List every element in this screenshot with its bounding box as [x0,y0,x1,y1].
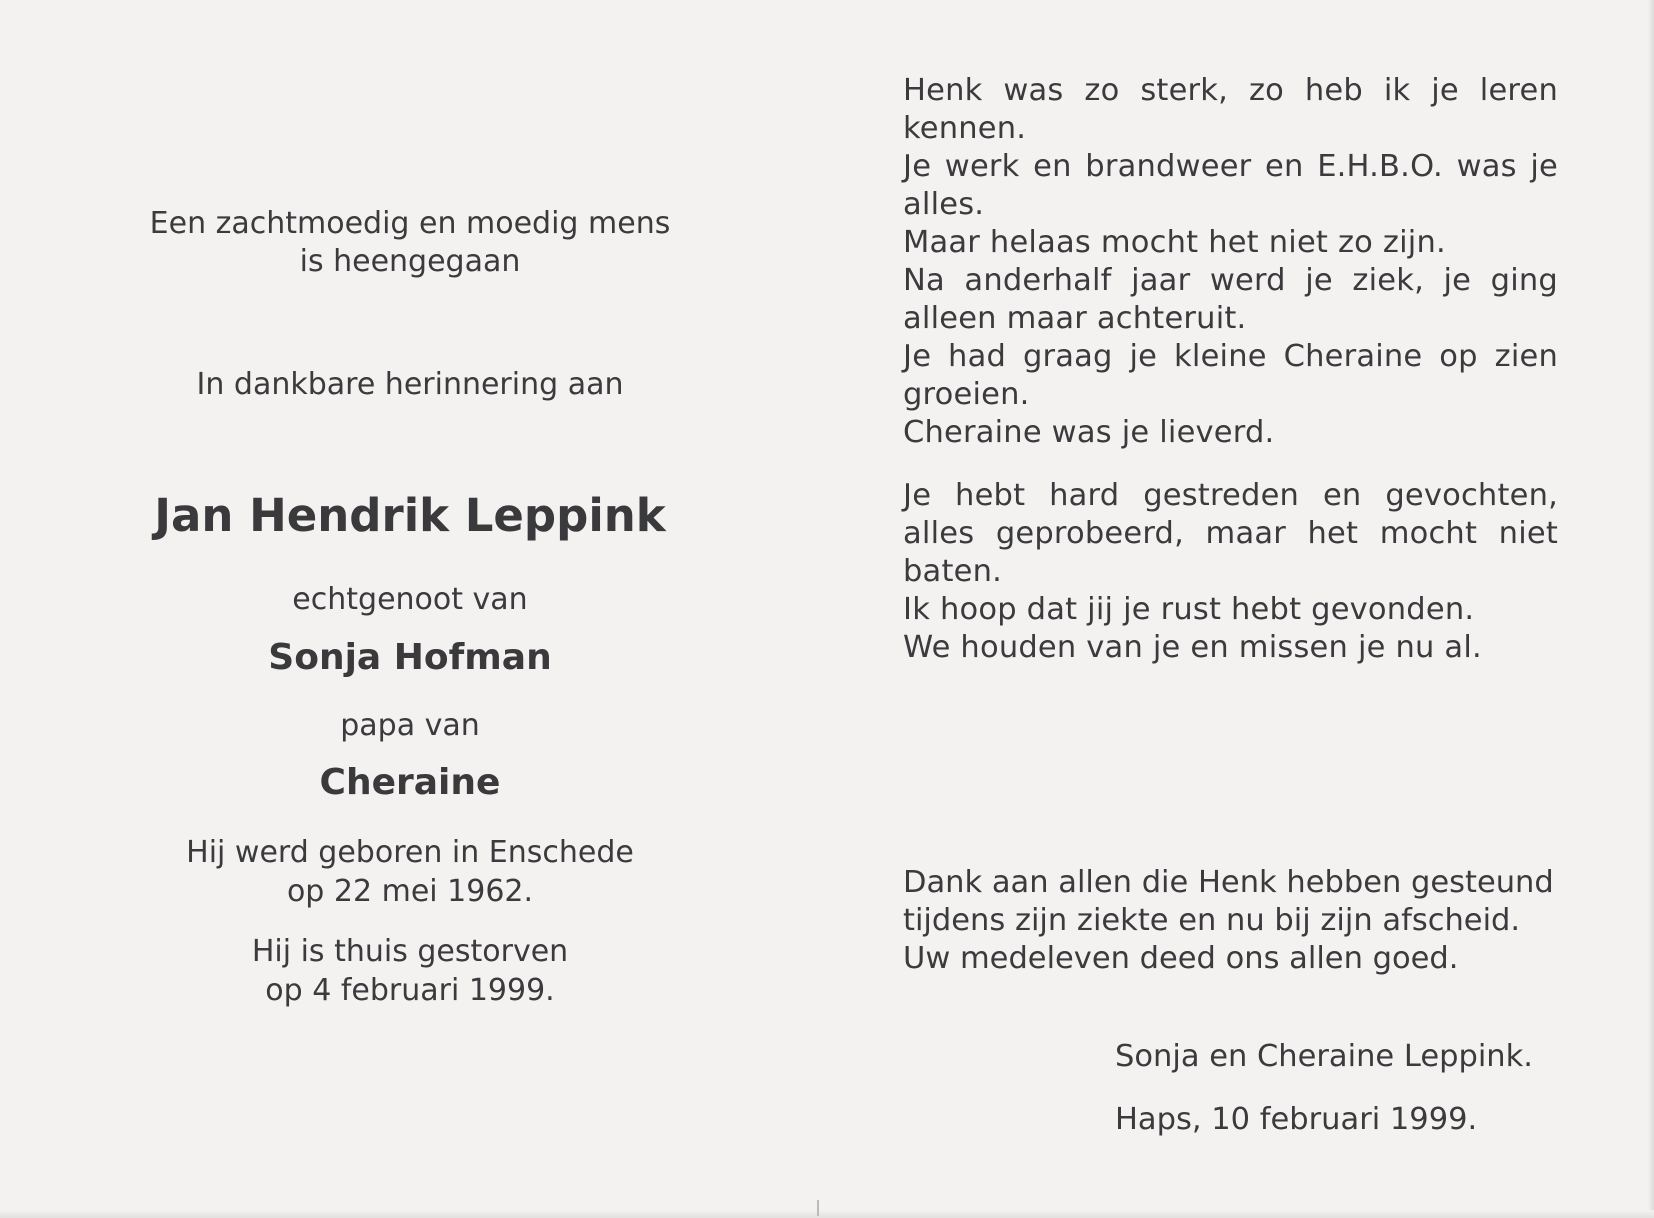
thanks-line: Uw medeleven deed ons allen goed. [903,941,1459,976]
intro-line-2: is heengegaan [299,244,521,279]
signature: Sonja en Cheraine Leppink. [1115,1039,1533,1074]
poem-line: Je had graag je kleine Cheraine op zien groeien. [903,339,1558,412]
fold-mark [817,1200,819,1216]
poem-line: Henk was zo sterk, zo heb ik je leren kennen. [903,73,1558,146]
thanks-line: Dank aan allen die Henk hebben gesteund tijdens zijn ziekte en nu bij zijn afscheid. [903,865,1554,938]
card-right-edge [1648,0,1654,1218]
deceased-name: Jan Hendrik Leppink [154,489,666,542]
intro-line-1: Een zachtmoedig en moedig mens [149,206,671,241]
born-line-1: Hij werd geboren in Enschede [186,835,634,870]
poem-stanza-1 [903,72,1558,452]
poem-line: Na anderhalf jaar werd je ziek, je ging alleen maar achteruit. [903,263,1558,336]
poem-line: Maar helaas mocht het niet zo zijn. [903,225,1446,260]
poem-line: Je hebt hard gestreden en gevochten, alles geprobeerd, maar het mocht niet baten. [903,478,1558,589]
poem-line: Cheraine was je lieverd. [903,415,1275,450]
thanks-block [903,864,1558,978]
died-line-1: Hij is thuis gestorven [251,934,569,969]
card-bottom-edge [0,1210,1654,1218]
died-line-2: op 4 februari 1999. [265,973,555,1008]
spouse-name: Sonja Hofman [268,637,552,678]
child-label: papa van [340,708,480,743]
poem-line: We houden van je en missen je nu al. [903,630,1482,665]
remembrance-line: In dankbare herinnering aan [196,367,624,402]
place-date: Haps, 10 februari 1999. [1115,1102,1478,1137]
poem-line: Ik hoop dat jij je rust hebt gevonden. [903,592,1475,627]
born-line-2: op 22 mei 1962. [286,874,534,909]
spouse-label: echtgenoot van [292,582,528,617]
poem-stanza-2 [903,477,1558,667]
poem-line: Je werk en brandweer en E.H.B.O. was je alles. [903,149,1558,222]
child-name: Cheraine [319,762,501,803]
